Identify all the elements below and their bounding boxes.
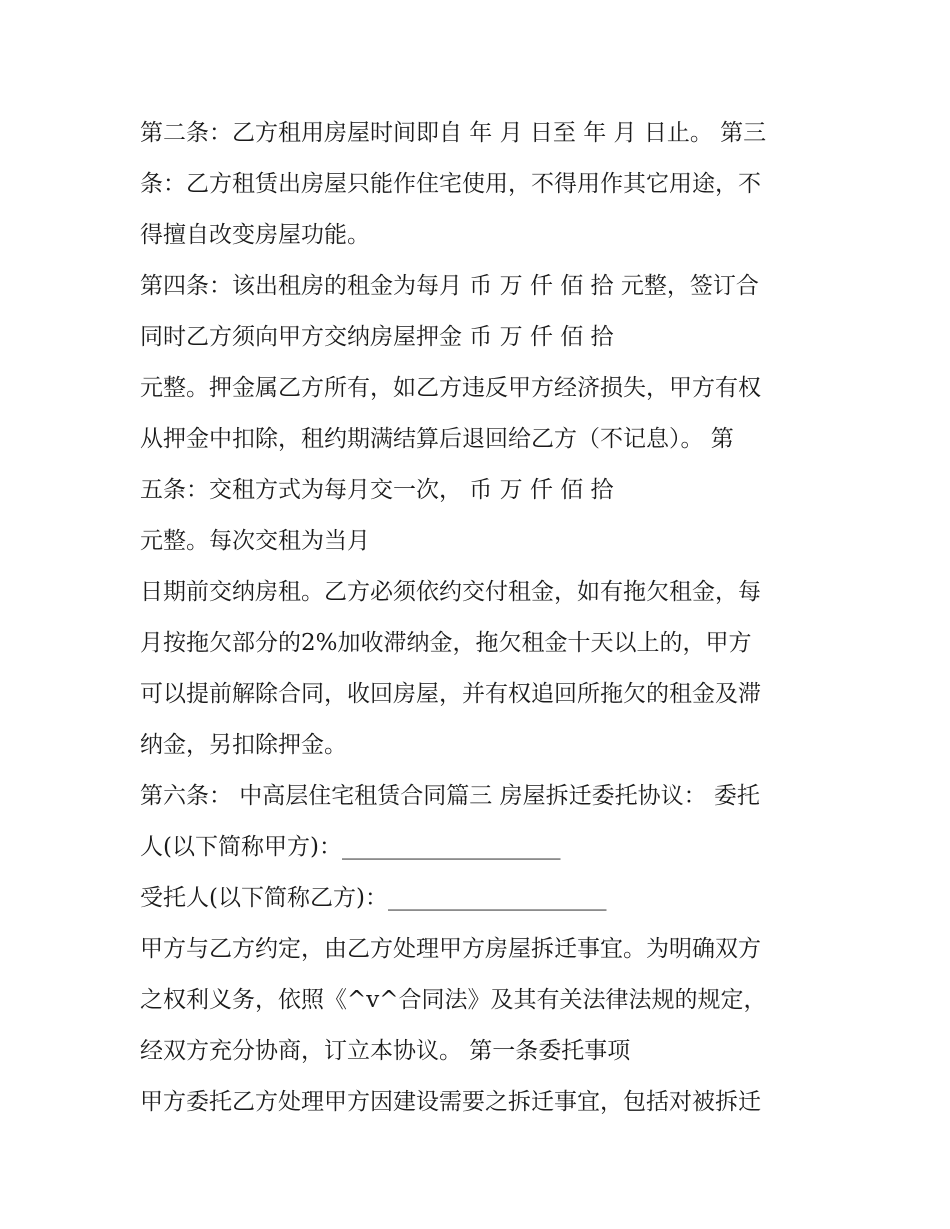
principal-line: 人(以下简称甲方)：___________________ — [140, 834, 561, 860]
text-line: 条：乙方租赁出房屋只能作住宅使用，不得用作其它用途，不 — [140, 171, 761, 197]
text-line: 可以提前解除合同，收回房屋，并有权追回所拖欠的租金及滞 — [140, 681, 761, 707]
text-line: 月按拖欠部分的2%加收滞纳金，拖欠租金十天以上的，甲方 — [140, 630, 752, 656]
text-line: 同时乙方须向甲方交纳房屋押金 币 万 仟 佰 拾 — [140, 324, 614, 350]
text-line: 五条：交租方式为每月交一次， 币 万 仟 佰 拾 — [140, 477, 614, 503]
text-line: 甲方与乙方约定，由乙方处理甲方房屋拆迁事宜。为明确双方 — [140, 936, 761, 962]
text-line: 从押金中扣除，租约期满结算后退回给乙方（不记息）。 第 — [140, 426, 734, 452]
text-line: 纳金，另扣除押金。 — [140, 732, 347, 758]
document-body — [140, 108, 820, 1128]
text-line: 之权利义务，依照《^v^合同法》及其有关法律法规的规定， — [140, 987, 767, 1013]
text-line: 元整。每次交租为当月 — [140, 528, 370, 554]
text-line: 经双方充分协商，订立本协议。 第一条委托事项 — [140, 1038, 631, 1064]
text-line: 第六条： 中高层住宅租赁合同篇三 房屋拆迁委托协议： 委托 — [140, 783, 760, 809]
text-line: 第二条：乙方租用房屋时间即自 年 月 日至 年 月 日止。 第三 — [140, 120, 767, 146]
text-line: 甲方委托乙方处理甲方因建设需要之拆迁事宜，包括对被拆迁 — [140, 1089, 761, 1115]
text-line: 第四条：该出租房的租金为每月 币 万 仟 佰 拾 元整，签订合 — [140, 273, 759, 299]
text-line: 日期前交纳房租。乙方必须依约交付租金，如有拖欠租金，每 — [140, 579, 761, 605]
text-line: 得擅自改变房屋功能。 — [140, 222, 370, 248]
text-line: 元整。押金属乙方所有，如乙方违反甲方经济损失，甲方有权 — [140, 375, 761, 401]
agent-line: 受托人(以下简称乙方)：___________________ — [140, 885, 607, 911]
